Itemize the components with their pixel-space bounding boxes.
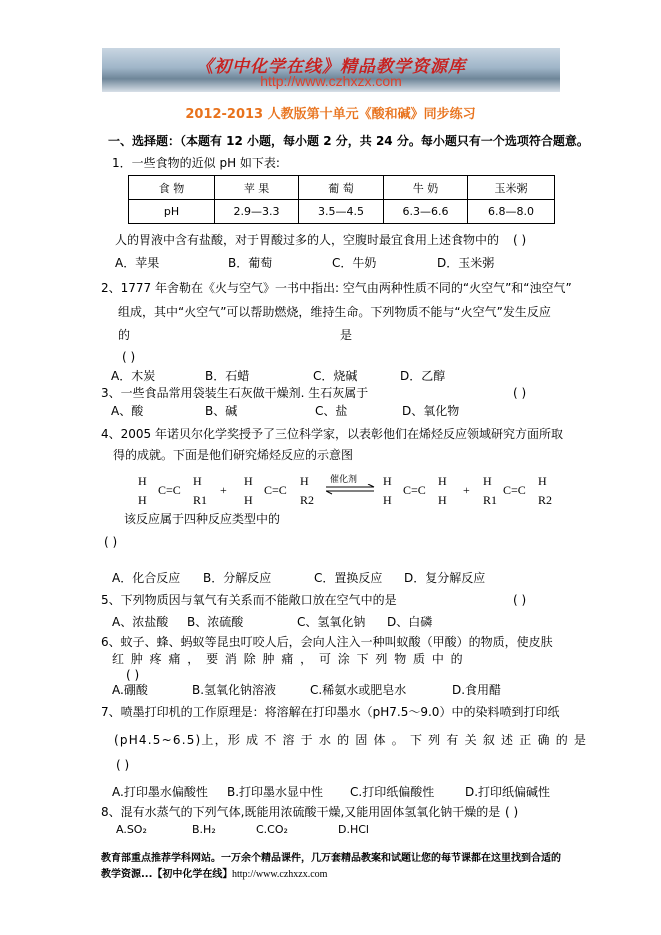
banner-url[interactable]: http://www.czhxzx.com	[260, 73, 402, 89]
atom-label: H	[138, 474, 147, 488]
atom-label: H	[300, 474, 309, 488]
q4-option-b: B．分解反应	[203, 571, 272, 585]
footer-link[interactable]: http://www.czhxzx.com	[232, 869, 328, 880]
footer-line1: 教育部重点推荐学科网站。一万余个精品课件，几万套精品教案和试题让您的每节课都在这里找到合适的	[101, 853, 561, 864]
atom-label: H	[383, 493, 392, 507]
q6-option-d: D.食用醋	[452, 683, 502, 697]
document-title: 2012-2013 人教版第十单元《酸和碱》同步练习	[185, 107, 476, 122]
bond-label: C=C	[503, 483, 526, 497]
q2-line3b: 是	[340, 328, 353, 342]
q6-option-a: A.硼酸	[112, 683, 148, 697]
q8-answer-paren: ( )	[505, 805, 519, 819]
atom-label: H	[244, 493, 253, 507]
q2-option-d: D．乙醇	[400, 369, 446, 383]
section-heading: 一、选择题：（本题有 12 小题，每小题 2 分，共 24 分。每小题只有一个选项符合题意。	[108, 134, 589, 148]
catalyst-label: 催化剂	[330, 475, 358, 485]
table-row	[129, 200, 555, 224]
q8-option-b: B.H₂	[192, 823, 216, 836]
q6-line2: 红 肿 疼 痛 ， 要 消 除 肿 痛 ， 可 涂 下 列 物 质 中 的	[112, 652, 465, 666]
table-header: 葡 萄	[299, 176, 384, 200]
atom-label: H	[438, 474, 447, 488]
q4-line2: 得的成就。下面是他们研究烯烃反应的示意图	[113, 448, 354, 462]
q7-option-d: D.打印纸偏碱性	[465, 785, 551, 799]
atom-label: R2	[300, 493, 315, 507]
atom-label: H	[538, 474, 547, 488]
q1-option-d: D．玉米粥	[437, 256, 495, 270]
table-header: 牛 奶	[384, 176, 468, 200]
q8-option-c: C.CO₂	[256, 823, 288, 836]
q3-option-b: B、碱	[205, 404, 238, 418]
q4-option-c: C．置换反应	[314, 571, 383, 585]
equilibrium-arrow-icon	[326, 484, 376, 496]
atom-label: H	[383, 474, 392, 488]
atom-label: H	[483, 474, 492, 488]
q3-option-a: A、酸	[111, 404, 144, 418]
atom-label: R1	[483, 493, 498, 507]
table-cell: 3.5—4.5	[299, 200, 384, 224]
q1-option-c: C．牛奶	[332, 256, 377, 270]
q3-answer-paren: ( )	[513, 386, 527, 400]
q7-option-c: C.打印纸偏酸性	[350, 785, 435, 799]
q4-option-a: A．化合反应	[112, 571, 181, 585]
q1-option-b: B．葡萄	[228, 256, 273, 270]
q2-line2: 组成，其中“火空气”可以帮助燃烧，维持生命。下列物质不能与“火空气”发生反应	[118, 305, 551, 319]
q4-answer-paren: ( )	[104, 535, 118, 549]
bond-label: C=C	[403, 483, 426, 497]
q6-option-c: C.稀氨水或肥皂水	[310, 683, 407, 697]
q1-line2: 人的胃液中含有盐酸，对于胃酸过多的人，空腹时最宜食用上述食物中的	[115, 233, 500, 247]
q8-stem: 8、混有水蒸气的下列气体,既能用浓硫酸干燥,又能用固体氢氧化钠干燥的是	[101, 805, 501, 819]
q2-option-b: B．石蜡	[205, 369, 250, 383]
q2-option-a: A．木炭	[111, 369, 156, 383]
table-cell: 6.8—8.0	[468, 200, 555, 224]
q2-line3a: 的	[118, 328, 131, 342]
q4-line1: 4、2005 年诺贝尔化学奖授予了三位科学家，以表彰他们在烯烃反应领域研究方面所取	[101, 427, 563, 441]
atom-label: H	[244, 474, 253, 488]
q5-stem: 5、下列物质因与氧气有关系而不能敞口放在空气中的是	[101, 593, 397, 607]
atom-label: R2	[538, 493, 553, 507]
atom-label: H	[438, 493, 447, 507]
banner-image	[102, 48, 560, 92]
q8-option-a: A.SO₂	[116, 823, 147, 836]
reaction-diagram	[130, 470, 560, 512]
plus-sign: +	[463, 483, 470, 497]
table-header-row	[129, 176, 555, 200]
q2-line1: 2、1777 年舍勒在《火与空气》一书中指出: 空气由两种性质不同的“火空气”和“浊空气”	[101, 281, 572, 295]
q1-option-a: A．苹果	[115, 256, 160, 270]
table-cell: pH	[129, 200, 215, 224]
q4-line3: 该反应属于四种反应类型中的	[124, 512, 281, 526]
q5-option-c: C、氢氧化钠	[297, 615, 366, 629]
q3-option-c: C、盐	[315, 404, 348, 418]
q2-option-c: C．烧碱	[313, 369, 358, 383]
q7-line1: 7、喷墨打印机的工作原理是：将溶解在打印墨水（pH7.5～9.0）中的染料喷到打印纸	[101, 705, 560, 719]
footer-line2: 教学资源...【初中化学在线】	[101, 869, 233, 880]
q7-option-a: A.打印墨水偏酸性	[112, 785, 208, 799]
banner-title: 《初中化学在线》精品教学资源库	[196, 57, 466, 77]
plus-sign: +	[220, 483, 227, 497]
atom-label: R1	[193, 493, 208, 507]
q5-option-d: D、白磷	[387, 615, 433, 629]
ph-table	[128, 175, 555, 224]
q6-line1: 6、蚊子、蜂、蚂蚁等昆虫叮咬人后，会向人注入一种叫蚁酸（甲酸）的物质，使皮肤	[101, 635, 553, 649]
q6-option-b: B.氢氧化钠溶液	[192, 683, 277, 697]
table-header: 苹 果	[215, 176, 299, 200]
q4-option-d: D．复分解反应	[404, 571, 486, 585]
q6-answer-paren: ( )	[126, 668, 140, 682]
q5-option-a: A、浓盐酸	[112, 615, 169, 629]
q1-stem: 1．一些食物的近似 pH 如下表:	[112, 156, 280, 170]
table-cell: 2.9—3.3	[215, 200, 299, 224]
q5-answer-paren: ( )	[513, 593, 527, 607]
q1-answer-paren: ( )	[513, 233, 527, 247]
table-header: 食 物	[129, 176, 215, 200]
atom-label: H	[138, 493, 147, 507]
q7-answer-paren: ( )	[116, 758, 130, 772]
bond-label: C=C	[158, 483, 181, 497]
q3-stem: 3、一些食品常用袋装生石灰做干燥剂. 生石灰属于	[101, 386, 369, 400]
q2-answer-paren: ( )	[122, 350, 136, 364]
atom-label: H	[193, 474, 202, 488]
q5-option-b: B、浓硫酸	[187, 615, 244, 629]
q7-option-b: B.打印墨水显中性	[227, 785, 324, 799]
table-cell: 6.3—6.6	[384, 200, 468, 224]
q7-line2: (pH4.5~6.5)上，形 成 不 溶 于 水 的 固 体 。 下 列 有 关 叙 述 正 确 的 是	[114, 733, 588, 747]
table-header: 玉米粥	[468, 176, 555, 200]
q3-option-d: D、氧化物	[402, 404, 460, 418]
bond-label: C=C	[264, 483, 287, 497]
q8-option-d: D.HCl	[338, 823, 369, 836]
